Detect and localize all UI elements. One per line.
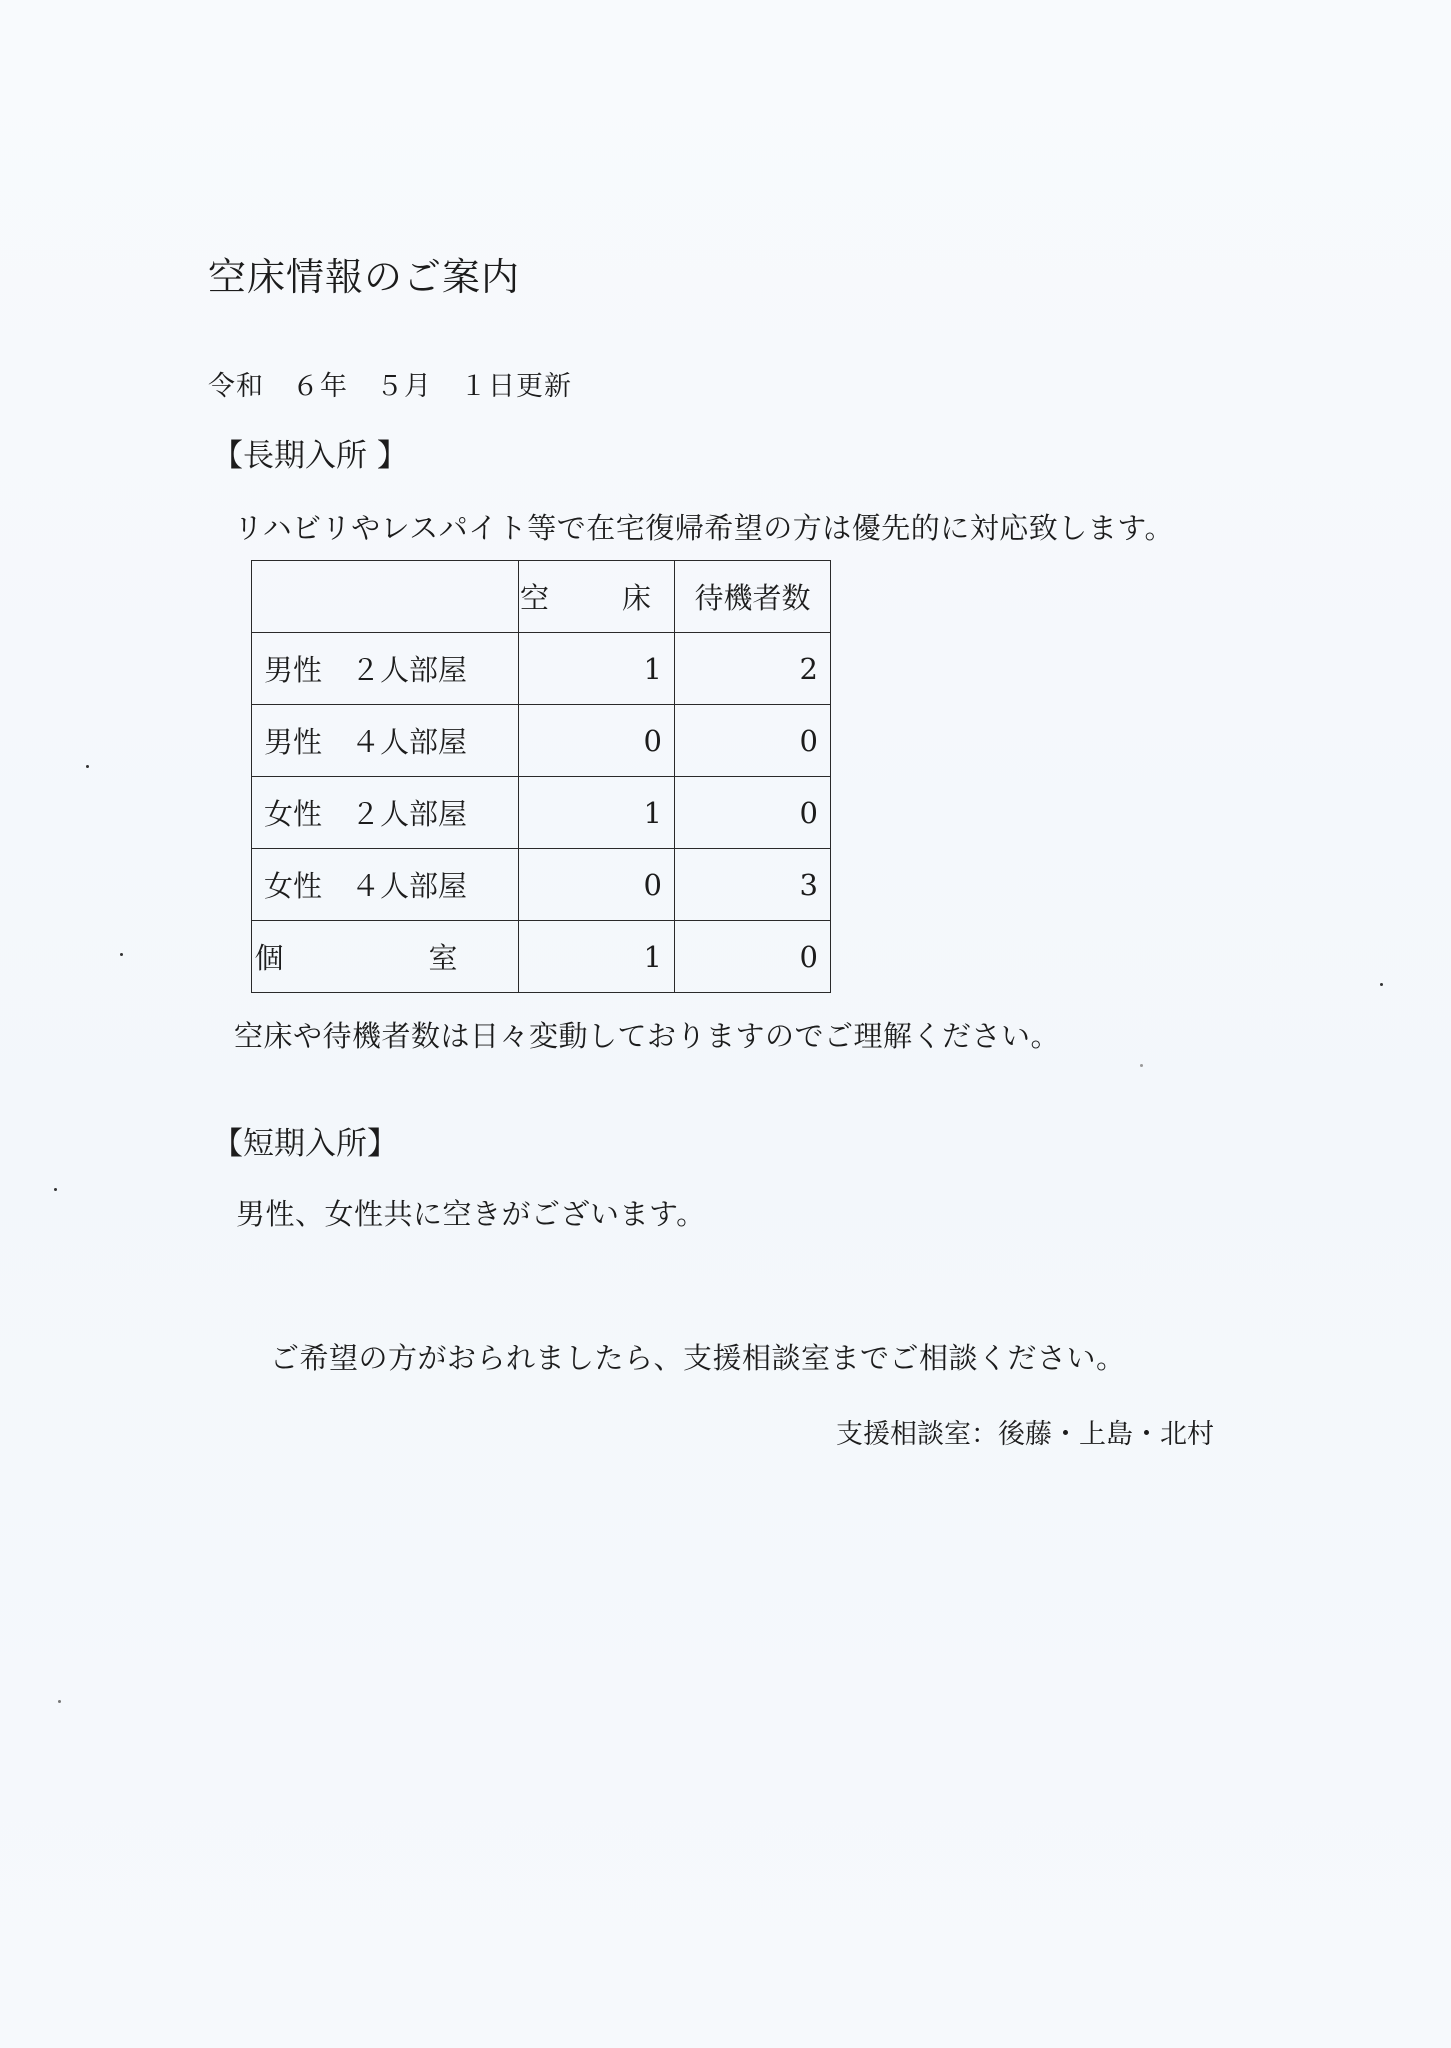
waiting-count-cell: 3 [675,849,831,921]
vacant-count-cell: 1 [519,633,675,705]
long-term-heading: 【長期入所 】 [212,438,408,474]
scan-speck [120,953,123,956]
table-row [252,705,831,777]
vacant-count-cell: 0 [519,849,675,921]
scan-speck [86,765,89,768]
long-term-priority-note: リハビリやレスパイト等で在宅復帰希望の方は優先的に対応致します。 [234,511,1174,545]
vacant-count-cell: 1 [519,921,675,993]
vacancy-table [251,560,831,993]
table-row [252,633,831,705]
waiting-count-cell: 0 [675,777,831,849]
header-cell-room [252,561,519,633]
short-term-status: 男性、女性共に空きがございます。 [236,1197,706,1231]
short-term-heading: 【短期入所】 [212,1126,398,1162]
scan-speck [54,1188,57,1191]
vacant-count-cell: 0 [519,705,675,777]
scan-speck [1380,983,1383,986]
contact-staff: 支援相談室：後藤・上島・北村 [836,1419,1214,1450]
fluctuation-note: 空床や待機者数は日々変動しておりますのでご理解ください。 [234,1019,1061,1053]
room-type-cell: 女性 ２人部屋 [252,777,519,849]
update-date: 令和 ６年 ５月 １日更新 [208,371,572,402]
room-type-cell: 男性 ４人部屋 [252,705,519,777]
waiting-count-cell: 0 [675,705,831,777]
page-title: 空床情報のご案内 [208,255,521,299]
header-cell-waiting: 待機者数 [675,561,831,633]
header-cell-vacant: 空 床 [519,561,675,633]
table-row [252,849,831,921]
table-header-row [252,561,831,633]
waiting-count-cell: 0 [675,921,831,993]
table-row [252,921,831,993]
scan-speck [58,1700,61,1703]
room-type-cell: 女性 ４人部屋 [252,849,519,921]
consultation-request: ご希望の方がおられましたら、支援相談室までご相談ください。 [270,1341,1126,1375]
vacant-count-cell: 1 [519,777,675,849]
waiting-count-cell: 2 [675,633,831,705]
room-type-cell: 個 室 [252,921,519,993]
table-row [252,777,831,849]
room-type-cell: 男性 ２人部屋 [252,633,519,705]
scan-speck [1140,1064,1143,1067]
